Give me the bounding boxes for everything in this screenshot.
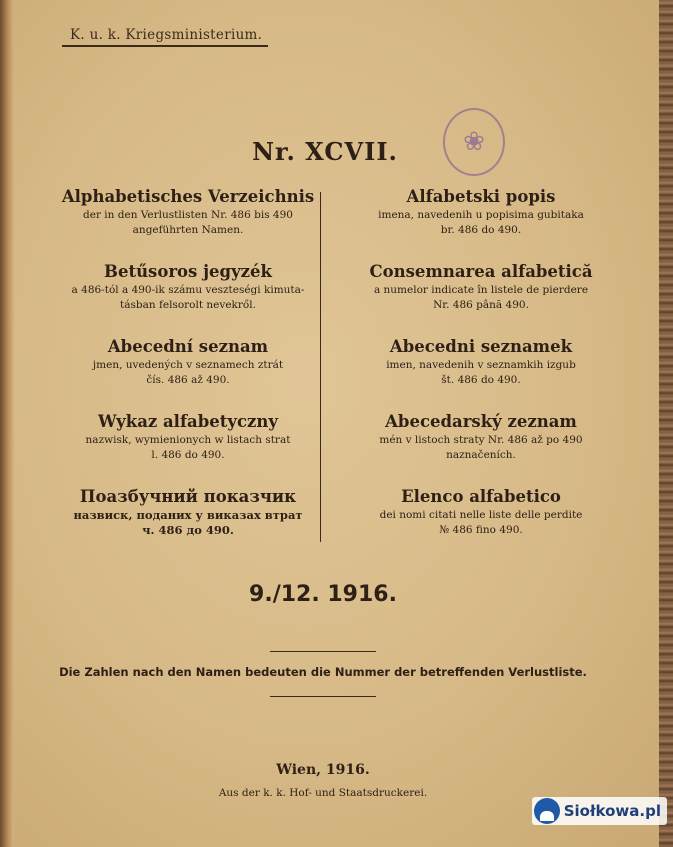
entry-polish [38,411,338,486]
entry-ukrainian [38,486,338,561]
entry-title: Consemnarea alfabetică [369,262,593,281]
entry-title: Elenco alfabetico [401,487,561,506]
entry-hungarian [38,261,338,336]
entry-subtitle: der in den Verlustlisten Nr. 486 bis 490 angeführten Namen. [83,209,293,236]
entry-croatian [331,186,631,261]
site-watermark [532,797,667,825]
double-eagle-stamp-icon: ❀ [443,108,505,176]
entry-subtitle: dei nomi citati nelle liste delle perdite № 486 fino 490. [379,509,583,536]
left-language-column [38,186,338,561]
entry-czech [38,336,338,411]
entry-title: Abecední seznam [107,337,269,356]
page-edge [659,0,673,847]
column-divider [320,192,321,542]
entry-romanian [331,261,631,336]
imprint-printer: Aus der k. k. Hof- und Staatsdruckerei. [218,787,428,799]
entry-slovene [331,336,631,411]
ministry-heading: K. u. k. Kriegsministerium. [70,27,263,43]
explanatory-note: Die Zahlen nach den Namen bedeuten die Nummer der betreffenden Verlustliste. [59,665,587,679]
entry-subtitle: a 486-tól a 490-ik számu veszteségi kimuta- tásban felsorolt nevekről. [71,284,305,311]
entry-subtitle: imen, navedenih v seznamkih izgub št. 486 do 490. [386,359,576,386]
imprint-place: Wien, 1916. [276,762,370,778]
entry-title: Abecedni seznamek [389,337,573,356]
entry-title: Wykaz alfabetyczny [98,412,278,431]
entry-title: Abecedarský zeznam [385,412,577,431]
divider-rule [270,696,376,697]
entry-subtitle: назвиск, поданих у виказах втрат ч. 486 до 490. [73,508,303,537]
book-spine [0,0,14,847]
entry-subtitle: a numelor indicate în listele de pierdere Nr. 486 până 490. [373,284,589,311]
entry-subtitle: mén v listoch straty Nr. 486 až po 490 naznačeních. [379,434,583,461]
entry-german [38,186,338,261]
entry-italian [331,486,631,561]
heading-underline [62,45,268,47]
entry-title: Alfabetski popis [406,187,556,206]
divider-rule [270,651,376,652]
issue-date: 9./12. 1916. [249,582,397,607]
entry-title: Поазбучний показчик [79,487,297,506]
entry-subtitle: imena, navedenih u popisima gubitaka br. 486 do 490. [378,209,584,236]
entry-slovak [331,411,631,486]
issue-number: Nr. XCVII. [252,137,398,166]
right-language-column [331,186,631,561]
entry-title: Alphabetisches Verzeichnis [61,187,315,206]
house-logo-icon [534,798,560,824]
entry-title: Betűsoros jegyzék [104,262,272,281]
entry-subtitle: jmen, uvedených v seznamech ztrát čís. 486 až 490. [92,359,284,386]
entry-subtitle: nazwisk, wymienionych w listach strat l. 486 do 490. [85,434,291,461]
watermark-text: Siołkowa.pl [563,802,661,820]
